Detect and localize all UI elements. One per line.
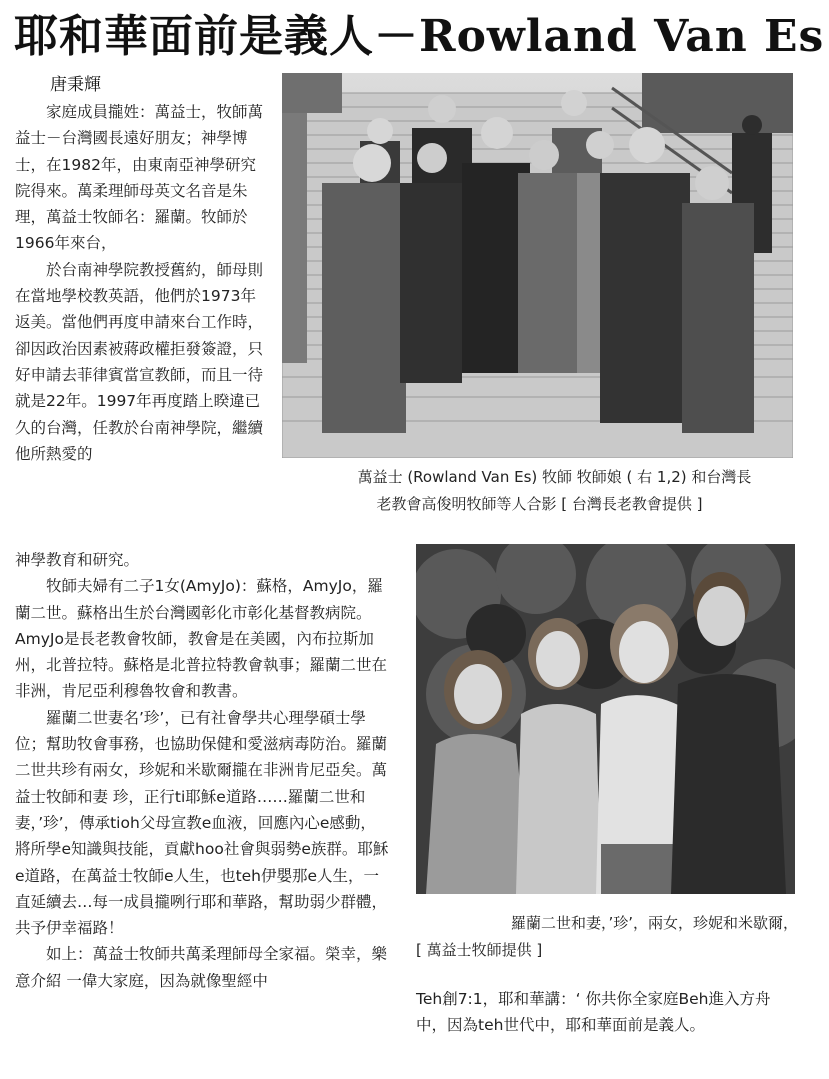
- paragraph-1: 家庭成員攏姓：萬益士，牧師萬益士－台灣國長遠好朋友；神學博士，在1982年，由東南亞神學研究院得來。萬柔理師母英文名音是朱理，萬益士牧師名：羅蘭。牧師於1966年來台，: [15, 103, 264, 253]
- group-photo: [282, 73, 793, 458]
- group-photo-caption: [282, 464, 797, 518]
- paragraph-2: 於台南神學院教授舊約，師母則在當地學校教英語，他們於1973年返美。當他們再度申請來台工作時，卻因政治因素被蔣政權拒發簽證，只好申請去菲律賓當宣教師，而且一待就是22年。1997年再度踏上睽違已久的台灣，任教於台南神學院，繼續他所熱愛的: [15, 260, 264, 463]
- bottom-column: [15, 547, 391, 994]
- genesis-quote: Teh創7:1，耶和華講：‘ 你共你全家庭Beh進入方舟中，因為teh世代中，耶和華面前是義人。: [416, 990, 771, 1035]
- family-photo-caption-line-2: [ 萬益士牧師提供 ]: [416, 941, 543, 959]
- paragraph-3: 神學教育和研究。: [15, 551, 140, 569]
- left-column: [15, 99, 263, 467]
- group-photo-caption-line-1: 萬益士 (Rowland Van Es) 牧師 牧師娘 ( 右 1,2) 和台灣長: [357, 468, 752, 486]
- group-photo-caption-line-2: 老教會高俊明牧師等人合影 [ 台灣長老教會提供 ]: [376, 495, 703, 513]
- paragraph-4: 牧師夫婦有二子1女(AmyJo)：蘇格，AmyJo，羅蘭二世。蘇格出生於台灣國彰化市彰化基督教病院。AmyJo是長老教會牧師，教會是在美國，內布拉斯加州，北普拉特。蘇格是北普拉特教會執事；羅蘭二世在非洲，肯尼亞利穆魯牧會和教書。: [15, 577, 388, 701]
- family-photo: [416, 544, 795, 894]
- family-photo-image: [416, 544, 795, 894]
- group-photo-image: [282, 73, 793, 458]
- author-byline: 唐秉輝: [50, 75, 101, 95]
- paragraph-5: 羅蘭二世妻名’珍’，已有社會學共心理學碩士學位；幫助牧會事務，也協助保健和愛滋病毒防治。羅蘭二世共珍有兩女，珍妮和米歇爾攏在非洲肯尼亞矣。萬益士牧師和妻 珍，正行ti耶穌e道路……羅蘭二世和妻，’珍’，傳承tioh父母宣教e血液，回應內心e感動，將所學e知識與技能，貢獻hoo社會與弱勢e族群。耶穌e道路，在萬益士牧師e人生，也teh伊嬰那e人生，一直延續去…每一成員攏咧行耶和華路，幫助弱少群體，共予伊幸福路！: [15, 708, 389, 938]
- family-photo-caption-line-1: 羅蘭二世和妻，’珍’，兩女，珍妮和米歇爾，: [510, 914, 798, 932]
- family-photo-caption: [416, 910, 798, 964]
- right-column: [416, 986, 796, 1039]
- article-title: 耶和華面前是義人－Rowland Van Es: [14, 11, 825, 62]
- paragraph-6: 如上：萬益士牧師共萬柔理師母全家福。榮幸，樂意介紹 一偉大家庭，因為就像聖經中: [15, 945, 388, 990]
